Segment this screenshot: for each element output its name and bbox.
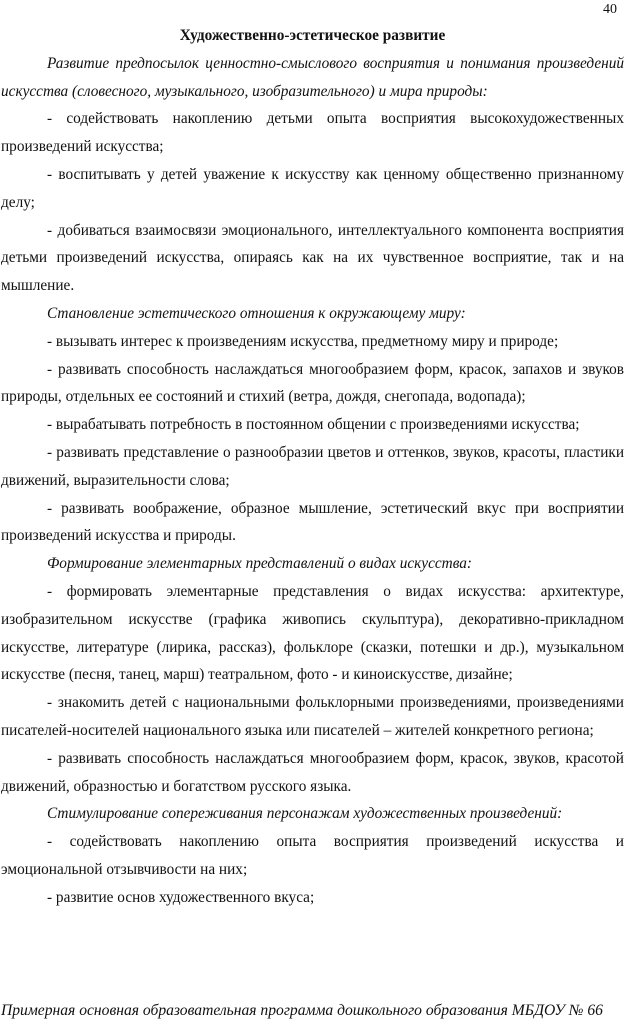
list-item: - содействовать накоплению детьми опыта восприятия высокохудожественных произведений искусства;	[1, 110, 624, 156]
section-empathy	[1, 800, 624, 911]
list-item: - добиваться взаимосвязи эмоционального, интеллектуального компонента восприятия детьми произведений искусства, опираясь как на их чувственное восприятие, так и на мышление.	[1, 221, 624, 295]
section-heading: Развитие предпосылок ценностно-смыслового восприятия и понимания произведений искусства (словесного, музыкального, изобразительного) и мира природы:	[1, 54, 624, 100]
page-number: 40	[603, 2, 617, 17]
document-body	[1, 22, 624, 912]
list-item: - развивать представление о разнообразии цветов и оттенков, звуков, красоты, пластики движений, выразительности слова;	[1, 443, 624, 489]
page-title: Художественно-эстетическое развитие	[179, 27, 446, 44]
section-aesthetic-attitude	[1, 300, 624, 550]
section-aesthetic-perception	[1, 50, 624, 300]
list-item: - развивать способность наслаждаться многообразием форм, красок, запахов и звуков природы, отдельных ее состояний и стихий (ветра, дождя, снегопада, водопада);	[1, 360, 624, 406]
list-item: - знакомить детей с национальными фольклорными произведениями, произведениями писателей-носителей национального языка или писателей – жителей конкретного региона;	[1, 694, 624, 739]
list-item: - вырабатывать потребность в постоянном общении с произведениями искусства;	[47, 416, 580, 434]
section-art-types	[1, 550, 624, 800]
list-item: - развитие основ художественного вкуса;	[47, 888, 315, 906]
list-item: - формировать элементарные представления о видах искусства: архитектуре, изобразительном искусстве (графика живопись скульптура), декоративно-прикладном искусстве, литературе (лирика, рассказ), фольклоре (сказки, потешки и др.), музыкальном искусстве (песня, танец, марш) театральном, фото - и киноискусстве, дизайне;	[1, 582, 624, 684]
page-footer: Примерная основная образовательная программа дошкольного образования МБДОУ № 66	[1, 1002, 603, 1019]
list-item: - развивать способность наслаждаться многообразием форм, красок, звуков, красотой движений, образностью и богатством русского языка.	[1, 749, 624, 795]
list-item: - содействовать накоплению опыта восприятия произведений искусства и эмоциональной отзывчивости на них;	[1, 833, 624, 878]
section-heading: Становление эстетического отношения к окружающему миру:	[47, 304, 466, 322]
section-heading: Формирование элементарных представлений о видах искусства:	[47, 555, 472, 573]
list-item: - воспитывать у детей уважение к искусству как ценному общественно признанному делу;	[1, 165, 624, 211]
section-heading: Стимулирование сопереживания персонажам художественных произведений:	[47, 805, 563, 823]
list-item: - развивать воображение, образное мышление, эстетический вкус при восприятии произведений искусства и природы.	[1, 499, 624, 545]
list-item: - вызывать интерес к произведениям искусства, предметному миру и природе;	[47, 332, 559, 350]
